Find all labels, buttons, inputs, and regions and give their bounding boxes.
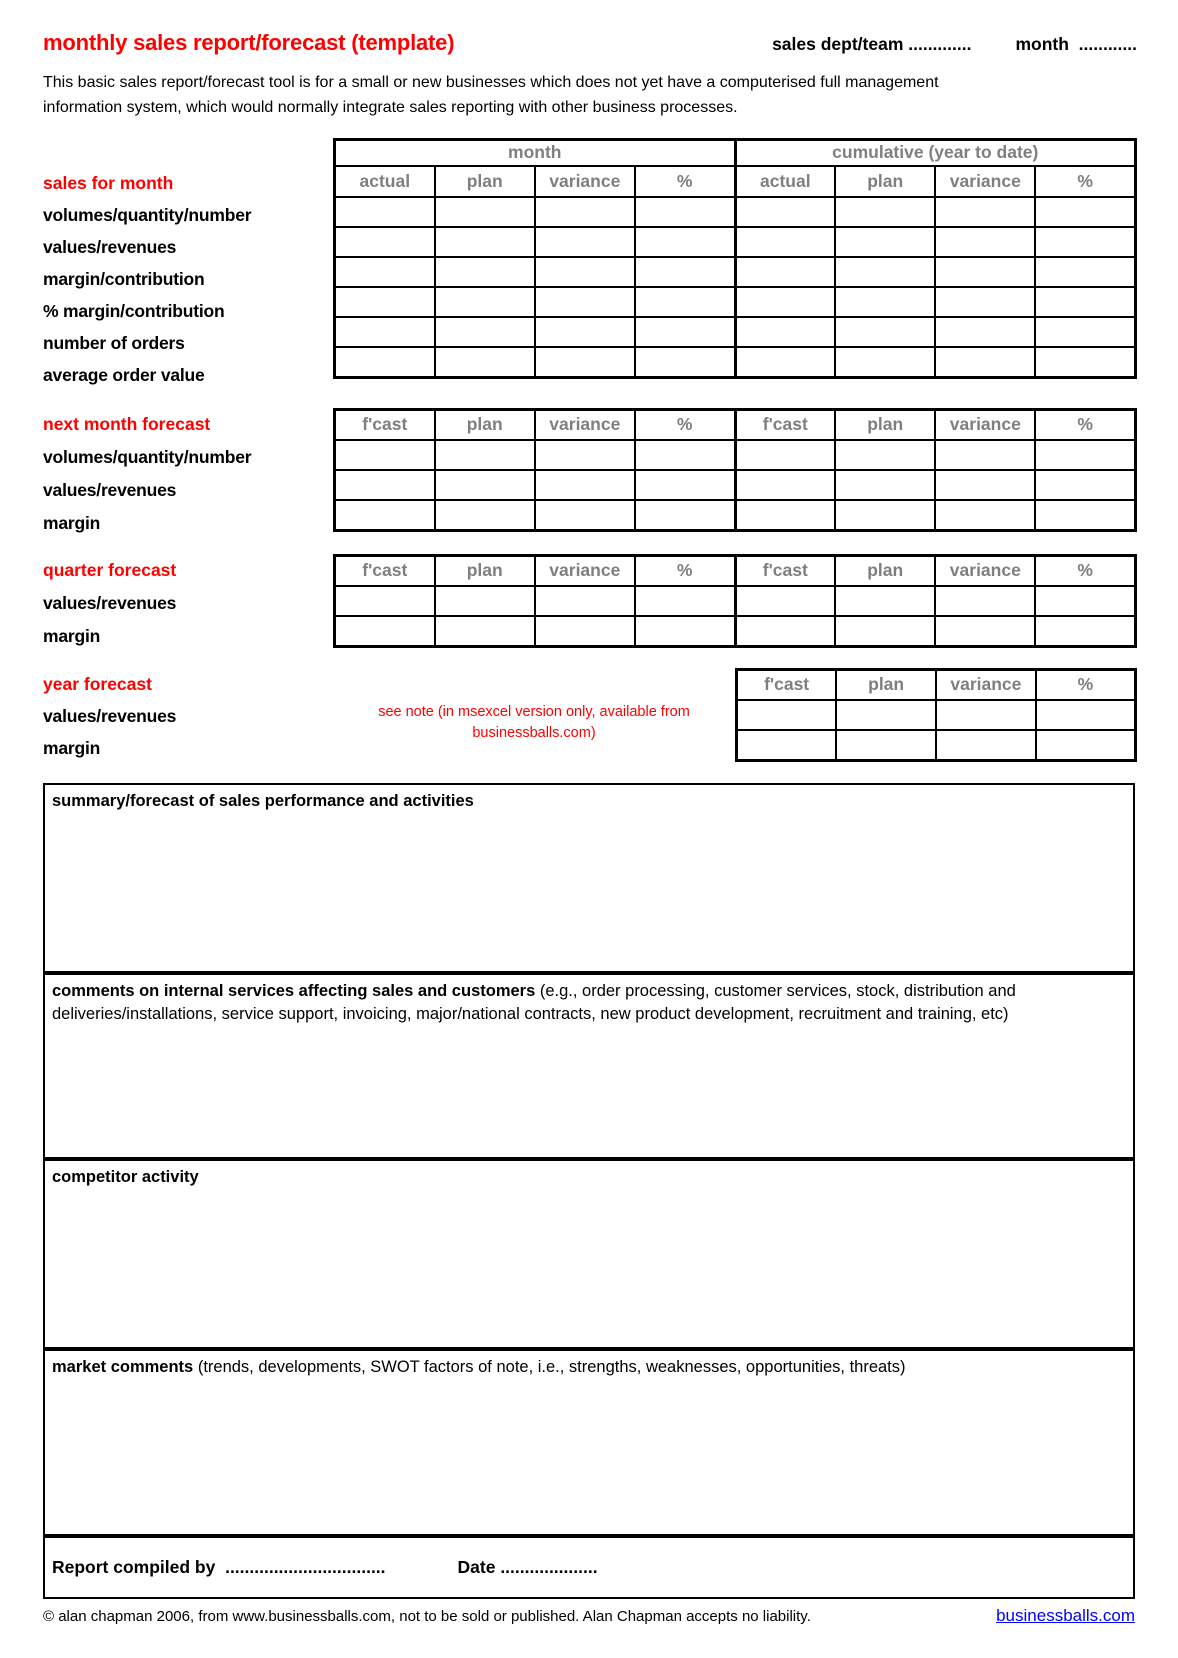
row-label: volumes/quantity/number — [43, 205, 252, 226]
data-cell — [835, 440, 935, 470]
businessballs-link[interactable]: businessballs.com — [996, 1605, 1135, 1625]
sales-for-month-labels — [43, 138, 333, 392]
internal-services-box — [45, 971, 1133, 1157]
data-cell — [935, 257, 1035, 287]
page-header — [43, 30, 1137, 56]
data-cell — [936, 730, 1036, 760]
table-row — [335, 470, 1136, 500]
data-cell — [635, 197, 735, 227]
section-sales-for-month — [43, 138, 1137, 392]
row-label: margin — [43, 625, 101, 646]
column-header: % — [1035, 555, 1135, 586]
data-cell — [635, 500, 735, 530]
data-cell — [435, 470, 535, 500]
competitor-activity-heading: competitor activity — [52, 1167, 199, 1186]
data-cell — [535, 347, 635, 377]
quarter-forecast-labels — [43, 554, 333, 653]
column-header: plan — [836, 669, 936, 700]
section-year-forecast — [43, 668, 1137, 765]
comments-bigbox — [43, 783, 1135, 1599]
data-cell — [935, 287, 1035, 317]
data-cell — [435, 347, 535, 377]
data-cell — [435, 227, 535, 257]
data-cell — [935, 500, 1035, 530]
group-header-cumulative: cumulative (year to date) — [735, 139, 1136, 166]
report-signature-row — [45, 1534, 1133, 1597]
table-row — [335, 227, 1136, 257]
column-header: plan — [435, 166, 535, 197]
data-cell — [335, 586, 435, 616]
data-cell — [635, 440, 735, 470]
column-header: variance — [535, 409, 635, 440]
table-row — [335, 317, 1136, 347]
column-header: plan — [435, 409, 535, 440]
table-row — [737, 700, 1136, 730]
page-footer — [43, 1606, 1135, 1626]
row-label: margin — [43, 512, 101, 533]
column-header: f'cast — [737, 669, 837, 700]
column-header: variance — [535, 166, 635, 197]
data-cell — [335, 500, 435, 530]
column-header: % — [1035, 409, 1135, 440]
data-cell — [535, 470, 635, 500]
internal-services-heading-normal: (e.g., order processing, customer services, stock, distribution and deliveries/installations, service support, invoicing, major/national contracts, new product development, recruitment and training, etc) — [52, 981, 1016, 1023]
row-label: number of orders — [43, 333, 185, 354]
column-header: f'cast — [335, 555, 435, 586]
date-label: Date .................... — [457, 1556, 598, 1577]
data-cell — [435, 287, 535, 317]
row-label: margin — [43, 738, 101, 759]
data-cell — [635, 616, 735, 646]
data-cell — [1035, 257, 1135, 287]
row-label: values/revenues — [43, 237, 177, 258]
column-header: plan — [435, 555, 535, 586]
data-cell — [335, 470, 435, 500]
data-cell — [835, 500, 935, 530]
table-row — [335, 257, 1136, 287]
data-cell — [835, 257, 935, 287]
data-cell — [635, 227, 735, 257]
market-comments-heading-normal: (trends, developments, SWOT factors of note, i.e., strengths, weaknesses, opportunities, threats) — [193, 1357, 906, 1376]
section-title-next-month-forecast: next month forecast — [43, 413, 211, 434]
data-cell — [735, 227, 835, 257]
data-cell — [935, 440, 1035, 470]
data-cell — [836, 730, 936, 760]
data-cell — [1035, 197, 1135, 227]
group-header-month: month — [335, 139, 736, 166]
table-row — [335, 586, 1136, 616]
data-cell — [335, 287, 435, 317]
sales-for-month-table — [333, 138, 1137, 379]
column-header: plan — [835, 555, 935, 586]
data-cell — [735, 470, 835, 500]
column-header: variance — [935, 555, 1035, 586]
data-cell — [335, 197, 435, 227]
row-label: values/revenues — [43, 479, 177, 500]
data-cell — [635, 287, 735, 317]
data-cell — [735, 197, 835, 227]
data-cell — [335, 616, 435, 646]
column-header: plan — [835, 166, 935, 197]
year-forecast-table — [735, 668, 1137, 762]
row-label: % margin/contribution — [43, 301, 225, 322]
column-header: f'cast — [335, 409, 435, 440]
data-cell — [737, 700, 837, 730]
year-forecast-labels — [43, 668, 333, 765]
data-cell — [335, 440, 435, 470]
data-cell — [1035, 500, 1135, 530]
next-month-forecast-labels — [43, 408, 333, 540]
data-cell — [635, 257, 735, 287]
column-header: variance — [935, 409, 1035, 440]
data-cell — [635, 586, 735, 616]
table-row — [335, 347, 1136, 377]
data-cell — [1035, 317, 1135, 347]
data-cell — [535, 317, 635, 347]
data-cell — [835, 347, 935, 377]
data-cell — [435, 500, 535, 530]
data-cell — [1035, 616, 1135, 646]
data-cell — [1035, 227, 1135, 257]
column-header: % — [635, 166, 735, 197]
data-cell — [535, 440, 635, 470]
data-cell — [835, 317, 935, 347]
column-header: variance — [535, 555, 635, 586]
data-cell — [635, 470, 735, 500]
section-title-quarter-forecast: quarter forecast — [43, 559, 177, 580]
data-cell — [335, 347, 435, 377]
data-cell — [1035, 287, 1135, 317]
data-cell — [935, 197, 1035, 227]
data-cell — [835, 197, 935, 227]
column-header: f'cast — [735, 555, 835, 586]
column-header: % — [635, 555, 735, 586]
data-cell — [535, 616, 635, 646]
data-cell — [835, 227, 935, 257]
data-cell — [735, 287, 835, 317]
table-row — [737, 730, 1136, 760]
data-cell — [935, 586, 1035, 616]
data-cell — [735, 317, 835, 347]
row-label: values/revenues — [43, 706, 177, 727]
data-cell — [435, 317, 535, 347]
next-month-forecast-table — [333, 408, 1137, 532]
column-header: f'cast — [735, 409, 835, 440]
quarter-forecast-table — [333, 554, 1137, 648]
row-label: margin/contribution — [43, 269, 205, 290]
column-header: actual — [735, 166, 835, 197]
market-comments-heading: market comments — [52, 1357, 194, 1376]
table-row — [335, 287, 1136, 317]
data-cell — [835, 586, 935, 616]
data-cell — [935, 616, 1035, 646]
data-cell — [635, 347, 735, 377]
section-next-month-forecast — [43, 408, 1137, 540]
intro-text: This basic sales report/forecast tool is for a small or new businesses which does not yet have a computerised full management information system, which would normally integrate sales reporting with other business processes. — [43, 74, 939, 116]
table-row — [335, 440, 1136, 470]
month-field-label: month ............ — [1015, 34, 1137, 54]
data-cell — [535, 257, 635, 287]
data-cell — [435, 440, 535, 470]
data-cell — [635, 317, 735, 347]
section-title-sales-for-month: sales for month — [43, 172, 174, 193]
row-label: average order value — [43, 365, 205, 386]
column-header: % — [635, 409, 735, 440]
msexcel-note-area — [333, 702, 735, 744]
data-cell — [836, 700, 936, 730]
data-cell — [735, 257, 835, 287]
data-cell — [936, 700, 1036, 730]
data-cell — [435, 616, 535, 646]
table-row — [335, 616, 1136, 646]
msexcel-note-text: see note (in msexcel version only, available from businessballs.com) — [378, 703, 690, 741]
data-cell — [735, 586, 835, 616]
data-cell — [935, 227, 1035, 257]
data-cell — [335, 227, 435, 257]
data-cell — [735, 347, 835, 377]
column-header: plan — [835, 409, 935, 440]
data-cell — [1035, 347, 1135, 377]
summary-forecast-heading: summary/forecast of sales performance and activities — [52, 791, 474, 810]
data-cell — [935, 317, 1035, 347]
column-header: % — [1035, 166, 1135, 197]
data-cell — [737, 730, 837, 760]
data-cell — [535, 287, 635, 317]
data-cell — [735, 440, 835, 470]
data-cell — [1036, 700, 1136, 730]
data-cell — [1035, 586, 1135, 616]
data-cell — [535, 227, 635, 257]
data-cell — [435, 586, 535, 616]
row-label: volumes/quantity/number — [43, 446, 252, 467]
internal-services-heading: comments on internal services affecting sales and customers — [52, 981, 536, 1000]
data-cell — [335, 317, 435, 347]
page-title: monthly sales report/forecast (template) — [43, 30, 455, 55]
data-cell — [1036, 730, 1136, 760]
column-header: variance — [936, 669, 1036, 700]
data-cell — [535, 197, 635, 227]
column-header: actual — [335, 166, 435, 197]
report-compiled-by-label: Report compiled by ................................. — [52, 1556, 386, 1577]
data-cell — [935, 470, 1035, 500]
market-comments-box — [45, 1347, 1133, 1534]
row-label: values/revenues — [43, 592, 177, 613]
data-cell — [835, 470, 935, 500]
data-cell — [735, 500, 835, 530]
column-header: % — [1036, 669, 1136, 700]
data-cell — [435, 257, 535, 287]
data-cell — [835, 287, 935, 317]
data-cell — [435, 197, 535, 227]
section-quarter-forecast — [43, 554, 1137, 653]
data-cell — [735, 616, 835, 646]
data-cell — [335, 257, 435, 287]
table-row — [335, 197, 1136, 227]
data-cell — [835, 616, 935, 646]
data-cell — [1035, 470, 1135, 500]
section-title-year-forecast: year forecast — [43, 673, 152, 694]
data-cell — [535, 500, 635, 530]
summary-forecast-box — [45, 785, 1133, 971]
sales-dept-field-label: sales dept/team ............. — [772, 34, 972, 54]
data-cell — [1035, 440, 1135, 470]
column-header: variance — [935, 166, 1035, 197]
data-cell — [935, 347, 1035, 377]
competitor-activity-box — [45, 1157, 1133, 1347]
table-row — [335, 500, 1136, 530]
data-cell — [535, 586, 635, 616]
copyright-text: © alan chapman 2006, from www.businessballs.com, not to be sold or published. Alan Chapman accepts no liability. — [43, 1607, 811, 1625]
